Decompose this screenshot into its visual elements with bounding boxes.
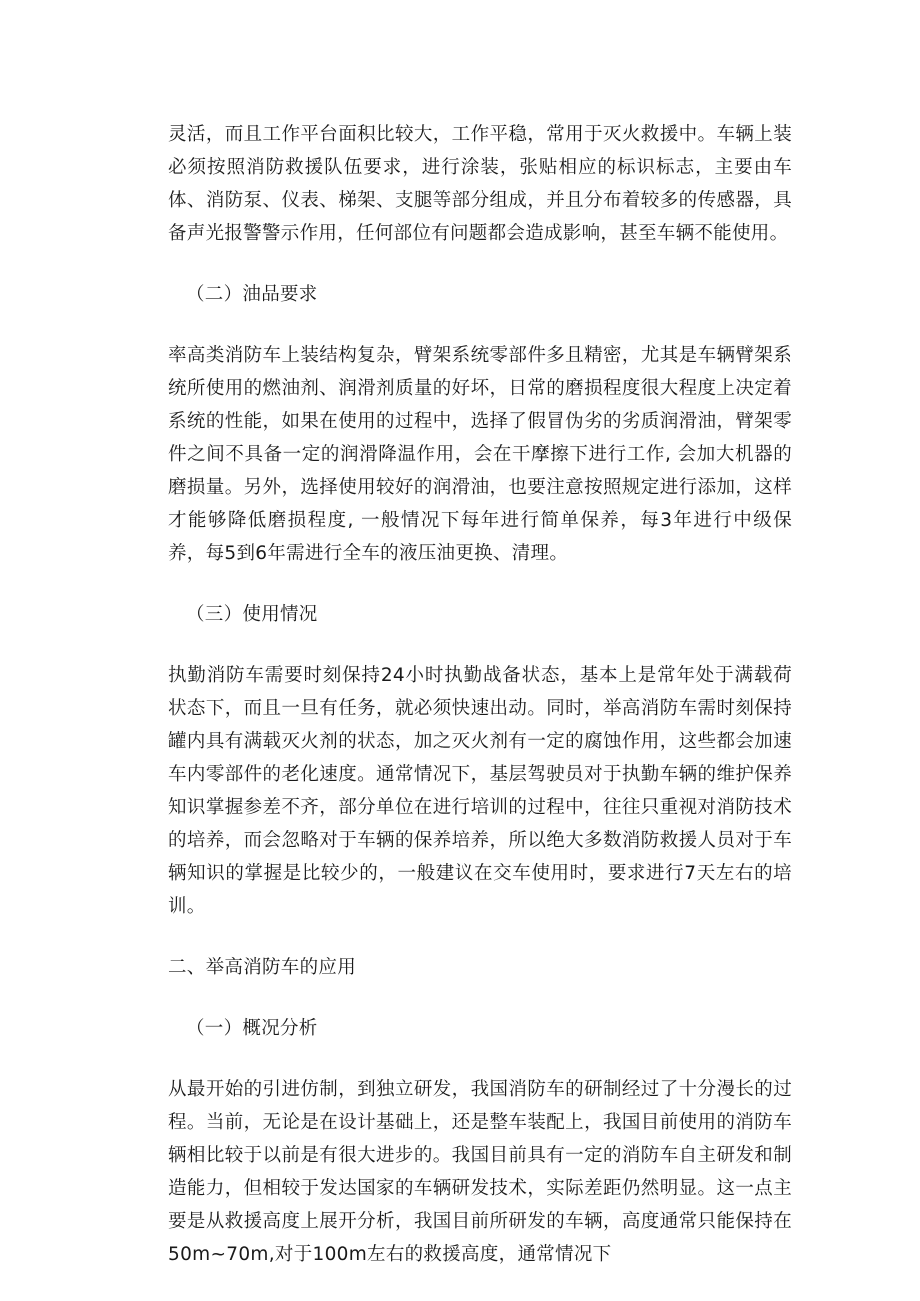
paragraph-vehicle-description: 灵活，而且工作平台面积比较大，工作平稳，常用于灭火救援中。车辆上装必须按照消防救援队伍要求，进行涂装，张贴相应的标识标志，主要由车体、消防泵、仪表、梯架、支腿等部分组成，并且分布着较多的传感器，具备声光报警警示作用，任何部位有问题都会造成影响，甚至车辆不能使用。: [168, 124, 792, 244]
paragraph-spacer: [168, 311, 792, 339]
document-body: [168, 118, 792, 1271]
paragraph-overview: 从最开始的引进仿制，到独立研发，我国消防车的研制经过了十分漫长的过程。当前，无论是在设计基础上，还是整车装配上，我国目前使用的消防车辆相比较于以前是有很大进步的。我国目前具有一定的消防车自主研发和制造能力，但相较于发达国家的车辆研发技术，实际差距仍然明显。这一点主要是从救援高度上展开分析，我国目前所研发的车辆，高度通常只能保持在50m~70m,对于100m左右的救援高度，通常情况下: [168, 1079, 792, 1265]
section-heading-oil-requirements: （二）油品要求: [186, 284, 318, 305]
paragraph-spacer: [168, 250, 792, 278]
paragraph-spacer: [168, 570, 792, 598]
paragraph-usage: 执勤消防车需要时刻保持24小时执勤战备状态，基本上是常年处于满载荷状态下，而且一旦有任务，就必须快速出动。同时，举高消防车需时刻保持罐内具有满载灭火剂的状态，加之灭火剂有一定的腐蚀作用，这些都会加速车内零部件的老化速度。通常情况下，基层驾驶员对于执勤车辆的维护保养知识掌握参差不齐，部分单位在进行培训的过程中，往往只重视对消防技术的培养，而会忽略对于车辆的保养培养，所以绝大多数消防救援人员对于车辆知识的掌握是比较少的，一般建议在交车使用时，要求进行7天左右的培训。: [168, 665, 792, 917]
section-heading-overview: （一）概况分析: [186, 1018, 318, 1039]
paragraph-spacer: [168, 631, 792, 659]
section-heading-usage: （三）使用情况: [186, 604, 318, 625]
paragraph-spacer: [168, 1045, 792, 1073]
paragraph-oil-requirements: 率高类消防车上装结构复杂，臂架系统零部件多且精密，尤其是车辆臂架系统所使用的燃油剂、润滑剂质量的好坏，日常的磨损程度很大程度上决定着系统的性能，如果在使用的过程中，选择了假冒伪劣的劣质润滑油，臂架零件之间不具备一定的润滑降温作用，会在干摩擦下进行工作, 会加大机器的磨损量。另外，选择使用较好的润滑油，也要注意按照规定进行添加，这样才能够降低磨损程度, 一般情况下每年进行简单保养，每3年进行中级保养，每5到6年需进行全车的液压油更换、清理。: [168, 345, 792, 564]
section-heading-application: 二、举高消防车的应用: [168, 957, 357, 978]
paragraph-spacer: [168, 984, 792, 1012]
paragraph-spacer: [168, 923, 792, 951]
